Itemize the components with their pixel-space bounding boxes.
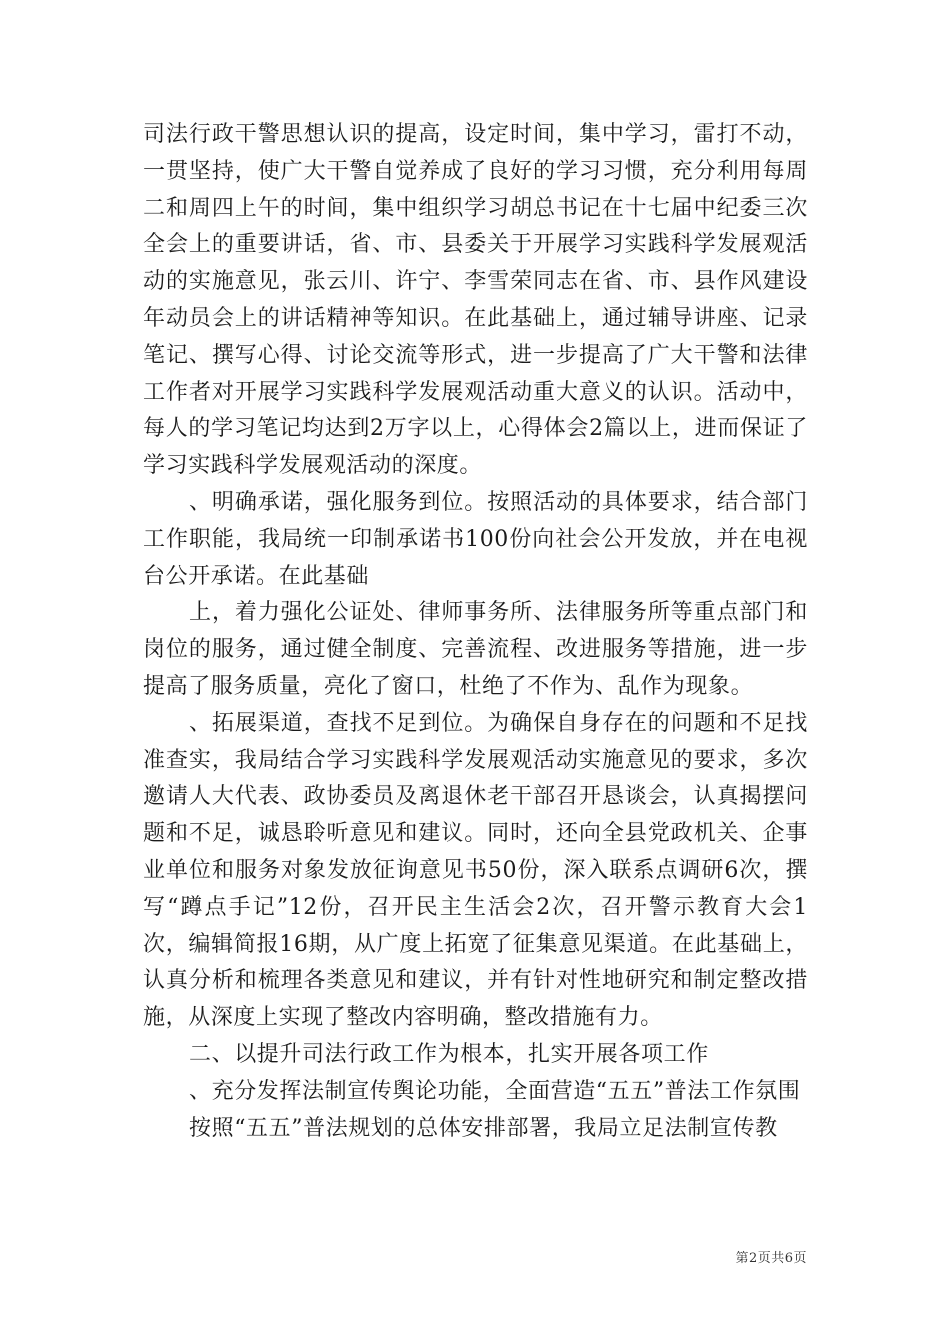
paragraph-1: 司法行政干警思想认识的提高，设定时间，集中学习，雷打不动，一贯坚持，使广大干警自觉养成了良好的学习习惯，充分利用每周二和周四上午的时间，集中组织学习胡总书记在十七届中纪委三次全会上的重要讲话，省、市、县委关于开展学习实践科学发展观活动的实施意见，张云川、许宁、李雪荣同志在省、市、县作风建设年动员会上的讲话精神等知识。在此基础上，通过辅导讲座、记录笔记、撰写心得、讨论交流等形式，进一步提高了广大干警和法律工作者对开展学习实践科学发展观活动重大意义的认识。活动中，每人的学习笔记均达到2万字以上，心得体会2篇以上，进而保证了学习实践科学发展观活动的深度。 (143, 122, 808, 479)
paragraph-7: 按照“五五”普法规划的总体安排部署，我局立足法制宣传教 (189, 1115, 778, 1141)
section-heading-2: 二、以提升司法行政工作为根本，扎实开展各项工作 (189, 1041, 709, 1067)
subsection-heading: 、充分发挥法制宣传舆论功能，全面营造“五五”普法工作氛围 (189, 1078, 801, 1104)
page-number-footer: 第2页共6页 (735, 1251, 807, 1266)
document-body (143, 117, 808, 1147)
paragraph-3: 上，着力强化公证处、律师事务所、法律服务所等重点部门和岗位的服务，通过健全制度、完善流程、改进服务等措施，进一步提高了服务质量，亮化了窗口，杜绝了不作为、乱作为现象。 (143, 600, 808, 699)
paragraph-4: 、拓展渠道，查找不足到位。为确保自身存在的问题和不足找准查实，我局结合学习实践科学发展观活动实施意见的要求，多次邀请人大代表、政协委员及离退休老干部召开恳谈会，认真揭摆问题和不足，诚恳聆听意见和建议。同时，还向全县党政机关、企事业单位和服务对象发放征询意见书50份，深入联系点调研6次，撰写“蹲点手记”12份，召开民主生活会2次，召开警示教育大会1次，编辑简报16期，从广度上拓宽了征集意见渠道。在此基础上，认真分析和梳理各类意见和建议，并有针对性地研究和制定整改措施，从深度上实现了整改内容明确，整改措施有力。 (143, 710, 808, 1031)
paragraph-2: 、明确承诺，强化服务到位。按照活动的具体要求，结合部门工作职能，我局统一印制承诺书100份向社会公开发放，并在电视台公开承诺。在此基础 (143, 489, 808, 589)
